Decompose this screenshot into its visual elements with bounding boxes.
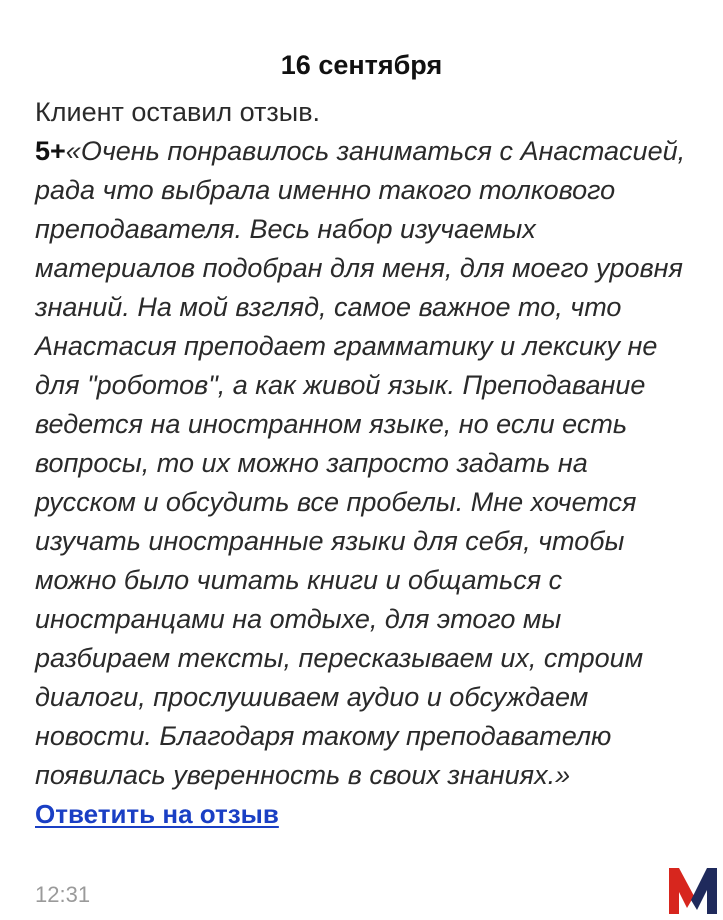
review-rating: 5+	[35, 136, 66, 166]
logo-right-stroke	[691, 868, 717, 914]
message-time: 12:31	[35, 882, 91, 907]
review-block	[35, 132, 695, 795]
message-body	[35, 93, 695, 830]
message-intro: Клиент оставил отзыв.	[35, 97, 321, 127]
reply-to-review-link[interactable]: Ответить на отзыв	[35, 799, 279, 829]
message-date: 16 сентября	[280, 50, 443, 80]
logo-left-stroke	[669, 868, 694, 914]
m-logo-icon	[667, 864, 719, 916]
review-text: «Очень понравилось заниматься с Анастасией, рада что выбрала именно такого толкового преподавателя. Весь набор изучаемых материалов подобран для меня, для моего уровня знаний. На мой взгляд, самое важное то, что Анастасия преподает грамматику и лексику не для "роботов", а как живой язык. Преподавание ведется на иностранном языке, но если есть вопросы, то их можно запросто задать на русском и обсудить все пробелы. Мне хочется изучать иностранные языки для себя, чтобы можно было читать книги и общаться с иностранцами на отдыхе, для этого мы разбираем тексты, пересказываем их, строим диалоги, прослушиваем аудио и обсуждаем новости. Благодаря такому преподавателю появилась уверенность в своих знаниях.»	[35, 136, 686, 790]
